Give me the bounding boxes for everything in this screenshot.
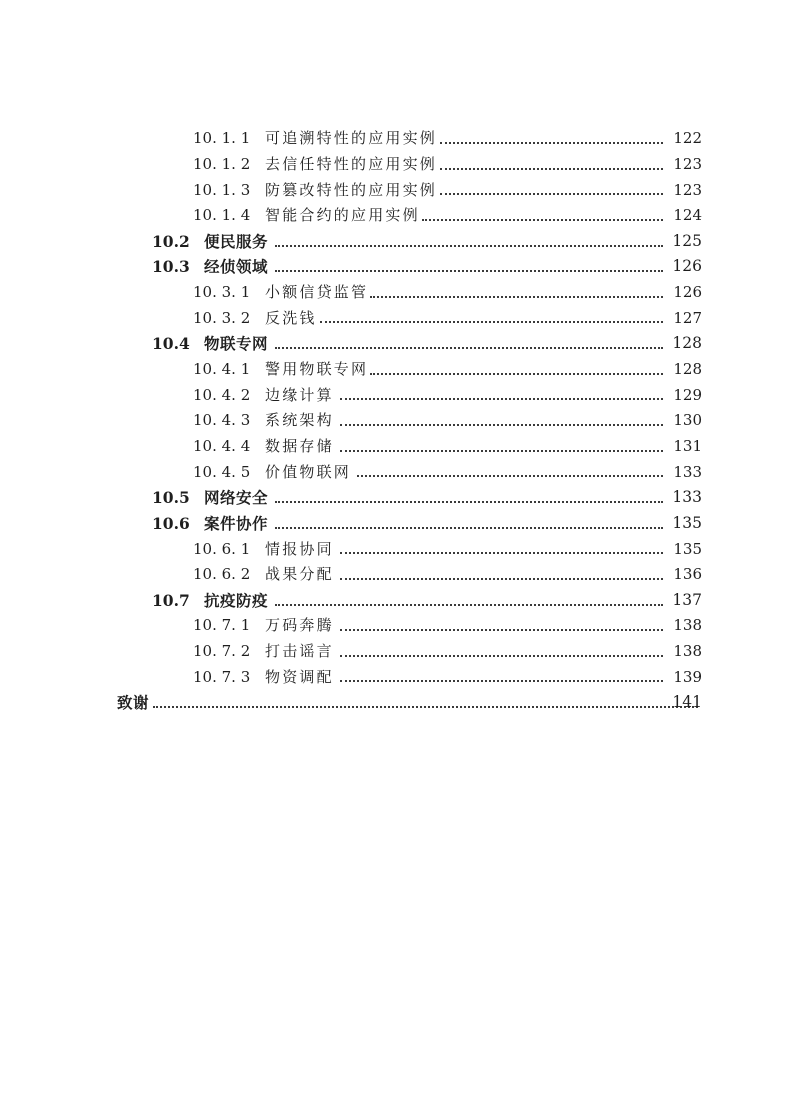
dot-leader <box>275 347 663 349</box>
toc-entry-number: 10. 7. 1 <box>193 616 251 635</box>
dot-leader <box>440 168 663 170</box>
dot-leader <box>275 527 663 529</box>
toc-entry-page: 135 <box>672 513 702 532</box>
toc-entry-page: 125 <box>672 231 702 250</box>
toc-entry-number: 10.5 <box>152 488 190 508</box>
toc-entry-title: 数据存储 <box>265 437 334 455</box>
toc-entry-page: 141 <box>672 693 702 712</box>
toc-entry-title: 抗疫防疫 <box>204 590 269 610</box>
toc-entry[interactable] <box>0 203 790 229</box>
dot-leader <box>422 219 663 221</box>
toc-entry-number: 10. 4. 4 <box>193 437 251 455</box>
toc-entry[interactable] <box>0 485 790 511</box>
toc-entry[interactable] <box>0 408 790 434</box>
toc-entry-page: 123 <box>673 180 702 199</box>
toc-entry-number: 10. 6. 1 <box>193 539 251 558</box>
toc-entry-number: 10. 3. 1 <box>193 283 251 302</box>
toc-entry-title: 万码奔腾 <box>265 616 334 635</box>
toc-entry[interactable] <box>0 588 790 614</box>
toc-entry-number: 10.4 <box>152 334 190 354</box>
toc-entry-number: 10.2 <box>152 231 190 251</box>
toc-entry-page: 127 <box>673 308 702 327</box>
toc-entry-number: 10.3 <box>152 257 190 277</box>
toc-entry-page: 129 <box>673 385 702 404</box>
toc-entry-page: 122 <box>673 129 702 148</box>
toc-entry-page: 133 <box>673 462 702 481</box>
toc-entry-number: 10.7 <box>152 590 190 610</box>
dot-leader <box>340 450 663 452</box>
toc-entry-page: 138 <box>673 616 702 635</box>
toc-entry-number: 10. 4. 2 <box>193 385 251 404</box>
toc-entry-number: 10.6 <box>152 513 190 533</box>
toc-entry-title: 小额信贷监管 <box>265 283 369 302</box>
toc-entry[interactable] <box>0 331 790 357</box>
toc-entry-page: 136 <box>673 565 702 584</box>
toc-entry-title: 情报协同 <box>265 539 334 558</box>
toc-entry-page: 137 <box>672 590 702 609</box>
toc-entry-number: 10. 6. 2 <box>193 565 251 584</box>
toc-entry[interactable] <box>0 126 790 152</box>
toc-entry-number: 10. 1. 1 <box>193 129 251 148</box>
toc-entry-page: 135 <box>673 539 702 558</box>
toc-entry-page: 139 <box>673 667 702 686</box>
toc-entry-title: 便民服务 <box>204 231 269 251</box>
toc-entry-number: 10. 7. 3 <box>193 667 251 686</box>
toc-entry-title: 网络安全 <box>204 488 269 508</box>
dot-leader <box>340 680 663 682</box>
toc-entry-title: 防篡改特性的应用实例 <box>265 180 438 199</box>
dot-leader <box>340 655 663 657</box>
toc-entry-title: 战果分配 <box>265 565 334 584</box>
toc-entry-acknowledgements[interactable] <box>0 690 790 716</box>
dot-leader <box>370 373 663 375</box>
toc-entry-number: 10. 4. 3 <box>193 411 251 430</box>
toc-entry-title: 物联专网 <box>204 334 269 354</box>
toc-entry-title: 案件协作 <box>204 513 269 533</box>
toc-entry-title: 系统架构 <box>265 411 334 430</box>
toc-entry-title: 智能合约的应用实例 <box>265 206 420 225</box>
toc-entry[interactable] <box>0 664 790 690</box>
toc-entry[interactable] <box>0 459 790 485</box>
toc-entry-page: 123 <box>673 154 702 173</box>
toc-entry-page: 126 <box>672 257 702 276</box>
toc-entry-number: 10. 4. 5 <box>193 462 251 481</box>
toc-entry[interactable] <box>0 280 790 306</box>
toc-entry[interactable] <box>0 511 790 537</box>
toc-entry[interactable] <box>0 254 790 280</box>
dot-leader <box>440 142 663 144</box>
toc-entry-title: 价值物联网 <box>265 462 352 481</box>
toc-entry-number: 10. 7. 2 <box>193 642 251 661</box>
dot-leader <box>370 296 663 298</box>
dot-leader <box>275 245 663 247</box>
dot-leader <box>340 578 663 580</box>
toc-entry-number: 10. 3. 2 <box>193 308 251 327</box>
toc-entry-title: 经侦领域 <box>204 257 269 277</box>
toc-entry-page: 128 <box>673 360 702 379</box>
dot-leader <box>153 706 698 708</box>
toc-entry[interactable] <box>0 639 790 665</box>
dot-leader <box>340 629 663 631</box>
toc-entry-number: 10. 4. 1 <box>193 360 251 379</box>
dot-leader <box>340 552 663 554</box>
toc-entry-page: 124 <box>673 206 702 225</box>
dot-leader <box>275 270 663 272</box>
table-of-contents <box>0 126 790 716</box>
toc-entry[interactable] <box>0 177 790 203</box>
dot-leader <box>340 398 663 400</box>
toc-entry-title: 打击谣言 <box>265 642 334 661</box>
dot-leader <box>340 424 663 426</box>
dot-leader <box>440 193 663 195</box>
toc-entry-title: 反洗钱 <box>265 308 317 327</box>
toc-entry-page: 126 <box>673 283 702 302</box>
toc-entry-title: 可追溯特性的应用实例 <box>265 129 438 148</box>
toc-entry[interactable] <box>0 229 790 255</box>
toc-entry[interactable] <box>0 562 790 588</box>
dot-leader <box>357 475 663 477</box>
toc-entry-page: 130 <box>673 411 702 430</box>
toc-entry[interactable] <box>0 152 790 178</box>
toc-entry-page: 128 <box>672 334 702 353</box>
dot-leader <box>275 501 663 503</box>
toc-entry[interactable] <box>0 434 790 460</box>
dot-leader <box>320 321 663 323</box>
toc-entry-title: 去信任特性的应用实例 <box>265 154 438 173</box>
toc-entry[interactable] <box>0 382 790 408</box>
toc-entry-page: 133 <box>672 488 702 507</box>
toc-entry-title: 警用物联专网 <box>265 360 369 379</box>
toc-entry[interactable] <box>0 536 790 562</box>
toc-entry-page: 131 <box>673 437 702 455</box>
toc-entry[interactable] <box>0 357 790 383</box>
toc-entry-title: 边缘计算 <box>265 385 334 404</box>
toc-entry[interactable] <box>0 305 790 331</box>
toc-entry-number: 10. 1. 4 <box>193 206 251 225</box>
toc-entry-title: 致谢 <box>117 693 150 713</box>
toc-entry-page: 138 <box>673 642 702 661</box>
toc-entry-number: 10. 1. 3 <box>193 180 251 199</box>
dot-leader <box>275 604 663 606</box>
toc-entry-number: 10. 1. 2 <box>193 154 251 173</box>
toc-entry[interactable] <box>0 613 790 639</box>
toc-entry-title: 物资调配 <box>265 667 334 686</box>
